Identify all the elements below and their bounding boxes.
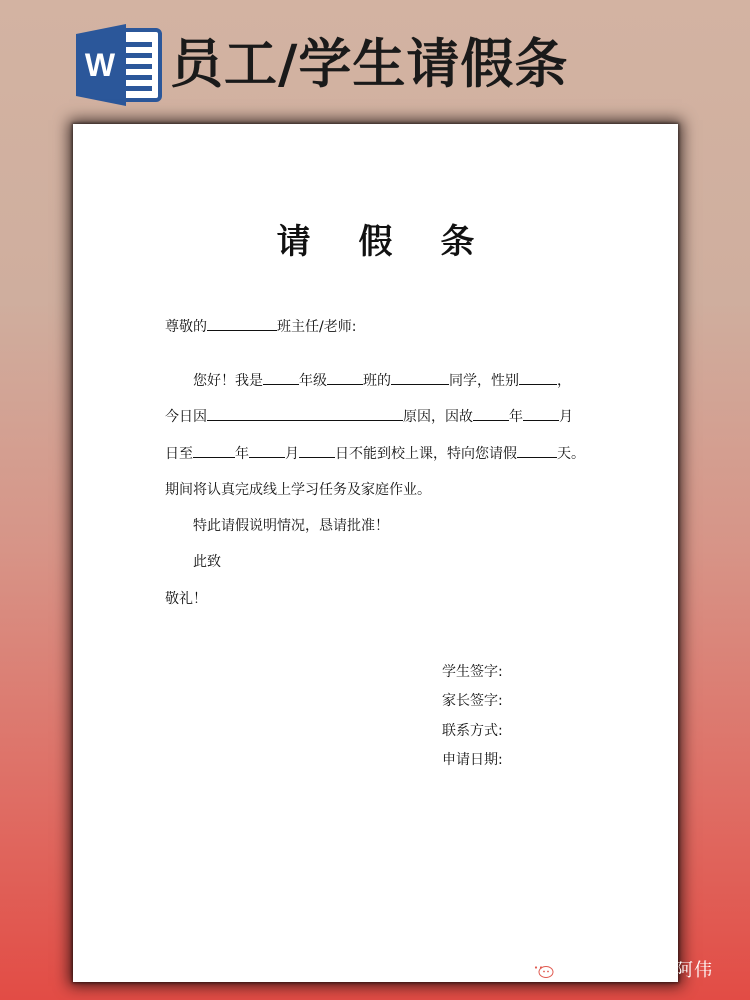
days-blank[interactable]	[517, 443, 557, 458]
parent-signature-label: 家长签字:	[442, 693, 503, 709]
application-date-label: 申请日期:	[442, 752, 503, 768]
document-title: 请 假 条	[276, 222, 493, 262]
word-app-icon	[76, 24, 164, 106]
body-text: 今日因	[165, 409, 207, 425]
end-day-blank[interactable]	[299, 443, 335, 458]
salutation-prefix: 尊敬的	[165, 319, 207, 335]
watermark	[530, 956, 713, 982]
body-line-1	[193, 370, 571, 391]
salutation-line	[165, 316, 356, 337]
wechat-icon	[530, 961, 554, 979]
body-line-5: 特此请假说明情况，恳请批准！	[193, 518, 389, 534]
end-year-blank[interactable]	[193, 443, 235, 458]
regards-line: 敬礼！	[165, 591, 207, 607]
body-text: 您好！我是	[193, 373, 263, 389]
reason-blank[interactable]	[207, 406, 403, 421]
body-line-4: 期间将认真完成线上学习任务及家庭作业。	[165, 482, 431, 498]
body-text: 年级	[299, 373, 327, 389]
body-text: 同学，性别	[449, 373, 519, 389]
watermark-text: 公众号 · 模板阿伟	[560, 960, 714, 981]
body-text: 天。	[557, 446, 585, 462]
salutation-suffix: 班主任/老师:	[277, 319, 357, 335]
document-page	[73, 124, 678, 982]
student-signature-label: 学生签字:	[442, 664, 503, 680]
start-month-blank[interactable]	[523, 406, 559, 421]
contact-label: 联系方式:	[442, 723, 503, 739]
end-month-blank[interactable]	[249, 443, 285, 458]
word-icon-letter: W	[84, 47, 116, 83]
class-blank[interactable]	[327, 370, 363, 385]
gender-blank[interactable]	[519, 370, 557, 385]
body-line-2	[165, 406, 573, 427]
body-text: 日至	[165, 446, 193, 462]
body-text: ，	[557, 373, 571, 389]
banner	[0, 0, 750, 120]
closing-line: 此致	[193, 554, 221, 570]
body-text: 月	[285, 446, 299, 462]
body-text: 日不能到校上课，特向您请假	[335, 446, 517, 462]
student-name-blank[interactable]	[391, 370, 449, 385]
body-text: 月	[559, 409, 573, 425]
body-text: 年	[235, 446, 249, 462]
body-line-3	[165, 443, 585, 464]
start-year-blank[interactable]	[473, 406, 509, 421]
body-text: 班的	[363, 373, 391, 389]
body-text: 原因，因故	[403, 409, 473, 425]
banner-title: 员工/学生请假条	[170, 34, 569, 95]
teacher-name-blank[interactable]	[207, 316, 277, 331]
body-text: 年	[509, 409, 523, 425]
grade-blank[interactable]	[263, 370, 299, 385]
